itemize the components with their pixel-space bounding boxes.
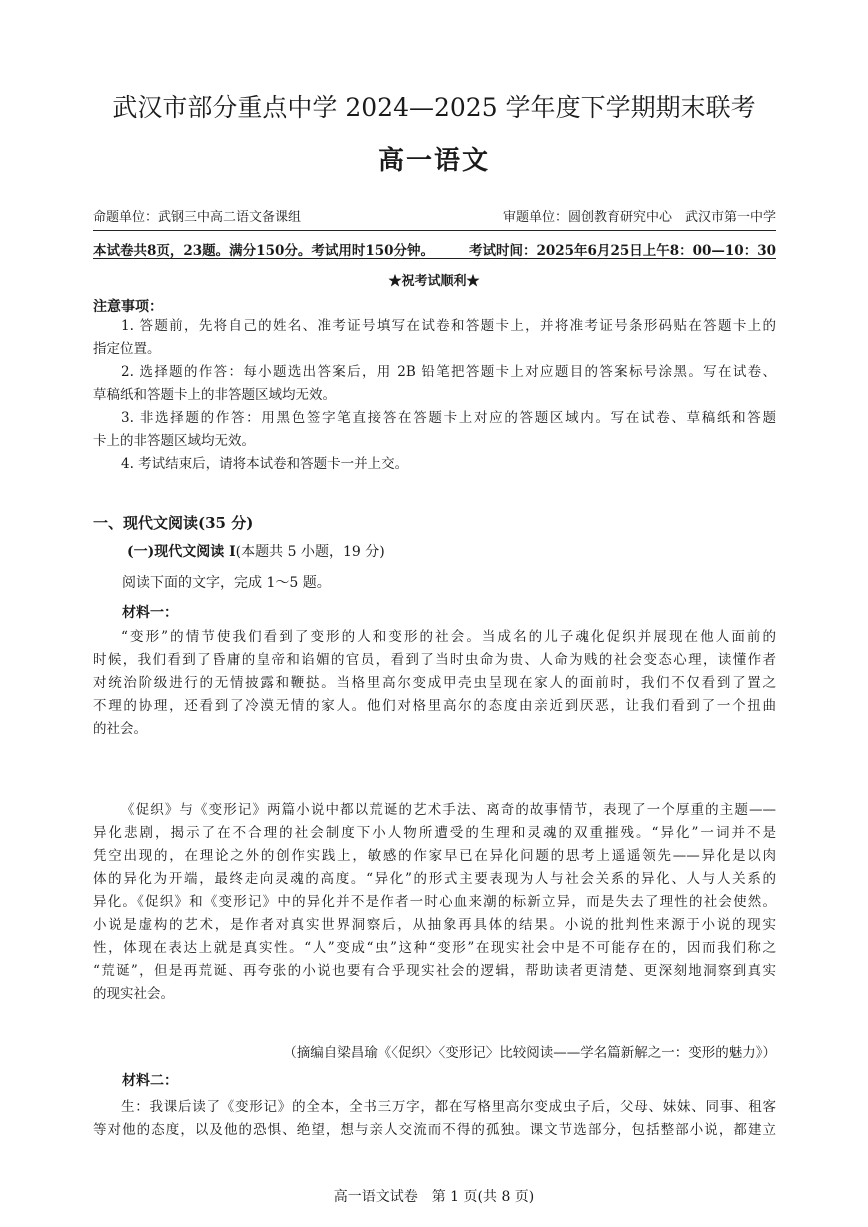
text-line: 体的异化为开端，最终走向灵魂的高度。“异化”的形式主要表现为人与社会关系的异化、人与人关系的 — [93, 871, 776, 887]
subject-title: 高一语文 — [377, 146, 490, 176]
notice-item-3-line-2: 卡上的非答题区域均无效。 — [93, 433, 255, 449]
exam-info-row — [93, 239, 776, 259]
section-title: 一、现代文阅读(35 分) — [93, 514, 254, 532]
material-1-paragraph-2 — [93, 799, 776, 1006]
text-line: 异化。《促织》和《变形记》中的异化并不是作者一时心血来潮的标新立异，而是失去了理性的社会使然。 — [93, 894, 776, 910]
notice-title: 注意事项： — [93, 299, 163, 315]
material-1-paragraph-1 — [93, 626, 776, 741]
text-line: 对统治阶级进行的无情披露和鞭挞。当格里高尔变成甲壳虫呈现在家人的面前时，我们不仅看到了置之 — [93, 675, 776, 691]
setter-text: 命题单位：武钢三中高二语文备课组 — [93, 210, 302, 225]
subsection-title-bold: (一)现代文阅读 I — [127, 544, 236, 560]
material-1-label: 材料一： — [122, 605, 178, 621]
notice-item-1-line-2: 指定位置。 — [93, 341, 161, 357]
exam-info-text: 本试卷共8页，23题。满分150分。考试用时150分钟。 — [93, 243, 435, 259]
material-1-source: （摘编自梁昌瑜《〈促织〉〈变形记〉比较阅读——学名篇新解之一：变形的魅力》） — [283, 1045, 776, 1061]
reviewer-text: 审题单位：圆创教育研究中心 武汉市第一中学 — [502, 210, 776, 225]
text-line: 性，体现在表达上就是真实性。“人”变成“虫”这种“变形”在现实社会中是不可能存在的，因而我们称之 — [93, 940, 776, 956]
text-line: 《促织》与《变形记》两篇小说中都以荒诞的艺术手法、离奇的故事情节，表现了一个厚重的主题—— — [121, 802, 776, 818]
text-line: 生：我课后读了《变形记》的全本，全书三万字，都在写格里高尔变成虫子后，父母、妹妹、同事、租客 — [121, 1099, 776, 1115]
good-luck-banner: ★祝考试顺利★ — [388, 274, 480, 289]
reading-instruction: 阅读下面的文字，完成 1～5 题。 — [122, 575, 331, 591]
notice-item-1-line-1: 1. 答题前，先将自己的姓名、准考证号填写在试卷和答题卡上，并将准考证号条形码贴在答题卡上的 — [121, 318, 776, 334]
divider-line — [93, 258, 776, 259]
material-2-paragraph-1 — [93, 1096, 776, 1142]
subsection-title-rest: (本题共 5 小题，19 分) — [235, 544, 385, 560]
text-line: 凭空出现的，在理论之外的创作实践上，敏感的作家早已在异化问题的思考上遥遥领先——异化是以肉 — [93, 848, 776, 864]
text-line: 时候，我们看到了昏庸的皇帝和谄媚的官员，看到了当时虫命为贵、人命为贱的社会变态心理，读懂作者 — [93, 652, 776, 668]
notice-item-2-line-1: 2. 选择题的作答：每小题选出答案后，用 2B 铅笔把答题卡上对应题目的答案标号涂黑。写在试卷、 — [121, 364, 776, 380]
text-line: “荒诞”，但是再荒诞、再夸张的小说也要有合乎现实社会的逻辑，帮助读者更清楚、更深刻地洞察到真实 — [93, 963, 776, 979]
notice-item-3-line-1: 3. 非选择题的作答：用黑色签字笔直接答在答题卡上对应的答题区域内。写在试卷、草稿纸和答题 — [121, 410, 776, 426]
exam-title: 武汉市部分重点中学 2024—2025 学年度下学期期末联考 — [112, 93, 756, 122]
text-line: 小说是虚构的艺术，是作者对真实世界洞察后，从抽象再具体的结果。小说的批判性来源于小说的现实 — [93, 917, 776, 933]
text-line: 的现实社会。 — [93, 986, 174, 1002]
divider-line — [93, 230, 776, 231]
exam-time-text: 考试时间：2025年6月25日上午8：00—10：30 — [468, 243, 776, 259]
text-line: 不理的协理，还看到了冷漠无情的家人。他们对格里高尔的态度由亲近到厌恶，让我们看到了一个扭曲 — [93, 698, 776, 714]
setter-row — [93, 206, 776, 225]
material-2-label: 材料二： — [122, 1073, 178, 1089]
notice-item-4-line-1: 4. 考试结束后，请将本试卷和答题卡一并上交。 — [121, 456, 409, 472]
page-footer: 高一语文试卷 第 1 页(共 8 页) — [333, 1189, 535, 1205]
text-line: 的社会。 — [93, 721, 147, 737]
text-line: 等对他的态度，以及他的恐惧、绝望，想与亲人交流而不得的孤独。课文节选部分，包括整部小说，都建立 — [93, 1122, 776, 1138]
notice-item-2-line-2: 草稿纸和答题卡上的非答题区域均无效。 — [93, 387, 336, 403]
text-line: 异化悲剧，揭示了在不合理的社会制度下小人物所遭受的生理和灵魂的双重摧残。“异化”一词并不是 — [93, 825, 776, 841]
notice-list — [93, 315, 776, 476]
text-line: “变形”的情节使我们看到了变形的人和变形的社会。当成名的儿子魂化促织并展现在他人面前的 — [121, 629, 776, 645]
subsection-title — [127, 541, 385, 561]
